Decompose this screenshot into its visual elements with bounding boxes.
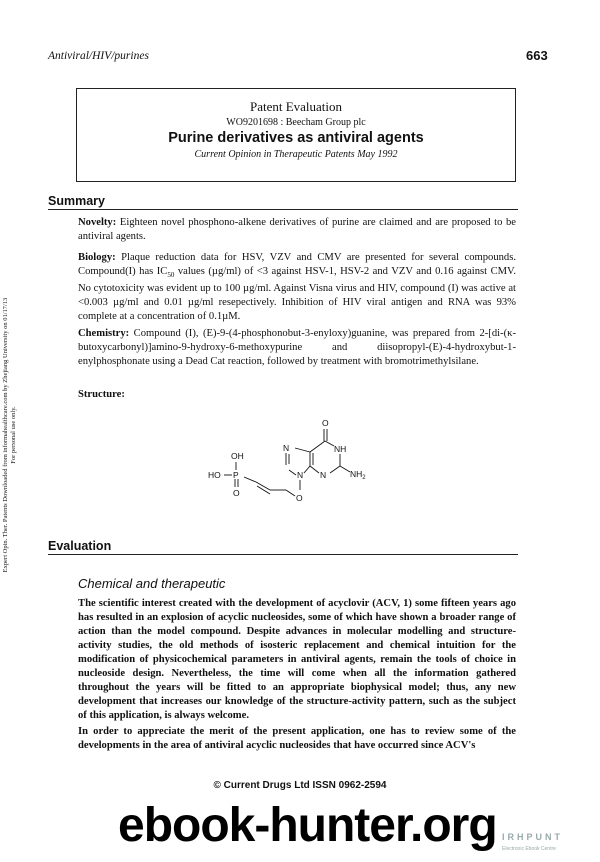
- watermark: ebook-hunter.org: [118, 799, 497, 852]
- title-box: [76, 88, 516, 182]
- atom-o-p: O: [233, 488, 240, 498]
- novelty-text: Eighteen novel phosphono-alkene derivatives of purine are claimed and are proposed to be antiviral agents.: [78, 217, 516, 242]
- summary-rule: [48, 209, 518, 210]
- article-title: Purine derivatives as antiviral agents: [168, 130, 424, 146]
- atom-n9: N: [297, 470, 304, 480]
- page-number: 663: [526, 48, 548, 63]
- summary-heading: Summary: [48, 194, 105, 208]
- article-type: Patent Evaluation: [249, 99, 343, 114]
- atom-o-top: O: [322, 418, 329, 428]
- chemical-structure: [200, 410, 400, 520]
- biology-label: Biology:: [78, 252, 116, 263]
- atom-ho: HO: [208, 470, 221, 480]
- chemistry-label: Chemistry:: [78, 328, 130, 339]
- side-note-line1: Expert Opin. Ther. Patents Downloaded from informahealthcare.com by Zhejiang University on 01/17/13: [2, 297, 9, 573]
- evaluation-subheading: Chemical and therapeutic: [78, 576, 226, 591]
- chemistry-paragraph: [78, 327, 516, 369]
- biology-text-2: values (µg/ml) of <3 against HSV-1, HSV-2 and VZV and 0.16 against CMV. No cytotoxicity was evident up to 100 µg/ml. Against Visna virus and HIV, compound (I) was active at <0.003 µg/ml and 0.01 µg/ml resepectively. Inhibition of HIV viral antigen and RNA was 93% complete at a concentration of 0.1µM.: [78, 266, 516, 323]
- atom-p: P: [233, 470, 239, 480]
- atom-n-left: N: [283, 443, 290, 453]
- copyright-footer: © Current Drugs Ltd ISSN 0962-2594: [213, 780, 387, 791]
- atom-o-ether: O: [296, 493, 303, 503]
- structure-label: Structure:: [78, 389, 125, 400]
- chemistry-text: Compound (I), (E)-9-(4-phosphonobut-3-enyloxy)guanine, was prepared from 2-[di-(κ-butoxycarbonyl)]amino-9-hydroxy-6-methoxypurine and diisopropyl-(E)-4-hydroxybut-1-enylphosphonate using a Dead Cat reaction, followed by treatment with bromotrimethylsilane.: [78, 328, 516, 367]
- biology-paragraph: [78, 251, 516, 324]
- atom-nh: NH: [334, 444, 347, 454]
- evaluation-paragraph-1: The scientific interest created with the development of acyclovir (ACV, 1) some fifteen years ago has resulted in an explosion of acyclic nucleosides, some of which have shown a broader range of action than the model compound. Despite advances in molecular modelling and structure-activity studies, the old methods of isosteric replacement and chemical intuition for the modification of physicochemical parameters in antiviral agents, remain the tools of choice in nucleoside design. Nevertheless, the time will come when all the information gathered throughout the years will be fitted to an appropriate biophysical model; thus, any new development that increases our knowledge of the structure-activity pattern, such as the subject of this application, is always welcome.: [78, 598, 516, 721]
- biology-subscript: 50: [167, 271, 175, 280]
- atom-nh2: $NH_2$: [350, 469, 366, 481]
- evaluation-paragraph-2: In order to appreciate the merit of the present application, one has to review some of the developments in the area of antiviral acyclic nucleosides that have occurred since ACV's: [78, 726, 516, 751]
- structure-paragraph: [78, 388, 516, 402]
- evaluation-heading: Evaluation: [48, 539, 112, 553]
- journal-line: Current Opinion in Therapeutic Patents May 1992: [194, 149, 398, 160]
- patent-number: WO9201698 : Beecham Group plc: [226, 117, 366, 128]
- side-note-line2: For personal use only.: [10, 406, 17, 464]
- corner-logo: IRHPUNT: [502, 832, 563, 842]
- side-download-note: [2, 250, 16, 620]
- atom-n-bottom: N: [320, 470, 327, 480]
- novelty-paragraph: [78, 216, 516, 244]
- corner-logo-subtitle: Electronic Ebook Centre: [502, 846, 556, 852]
- novelty-label: Novelty:: [78, 217, 117, 228]
- atom-oh: OH: [231, 451, 244, 461]
- biology-text-1: Plaque reduction data for HSV, VZV and CMV are presented for several compounds. Compound(I) has IC: [78, 252, 516, 277]
- evaluation-rule: [48, 554, 518, 555]
- running-head: Antiviral/HIV/purines: [48, 50, 149, 62]
